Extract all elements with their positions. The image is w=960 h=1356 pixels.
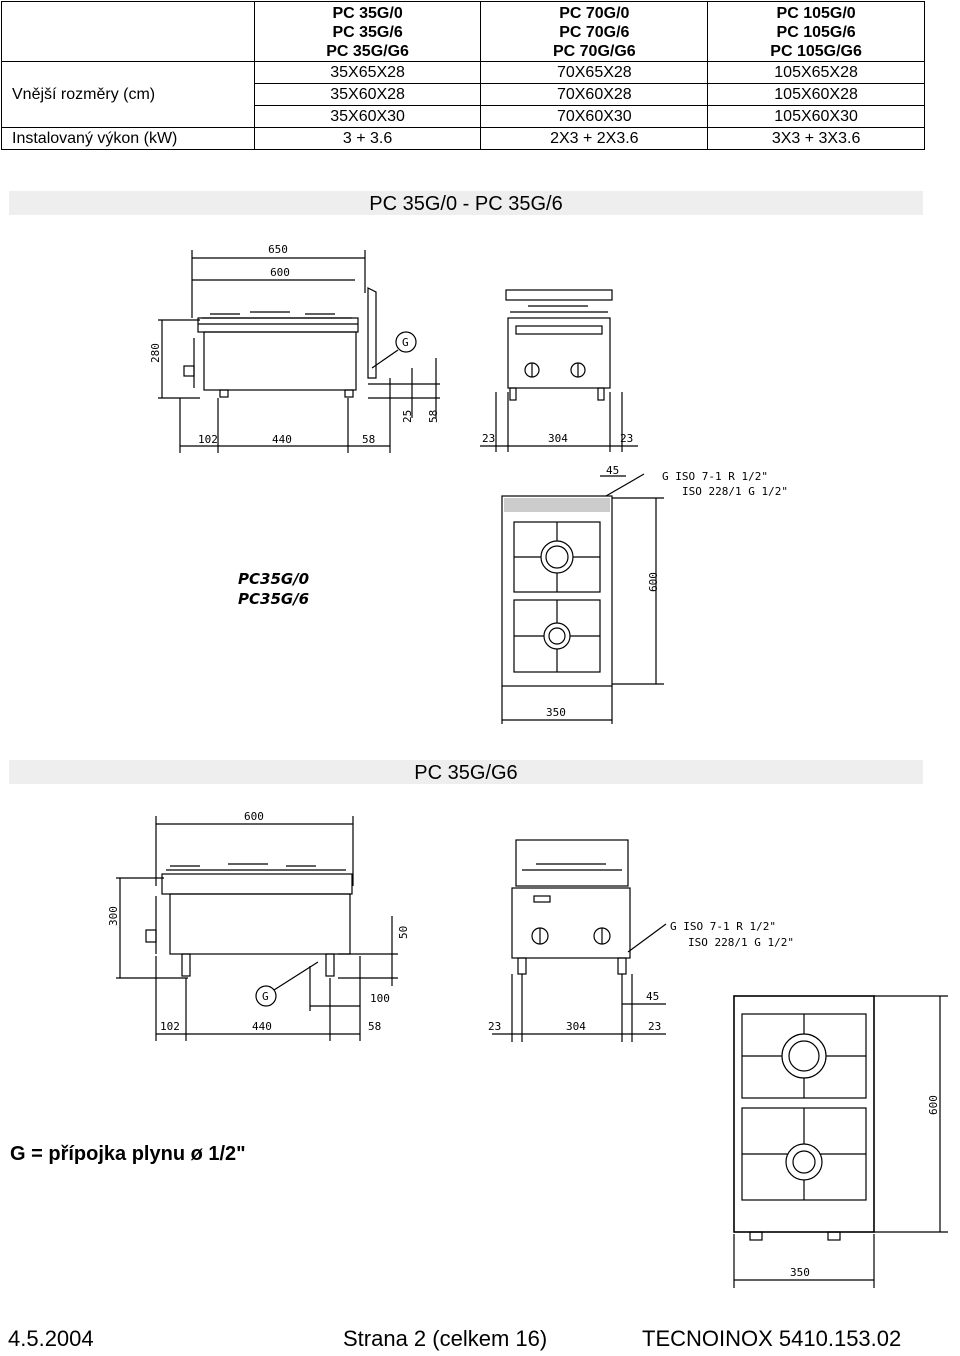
dim-600: 600 [270, 266, 290, 279]
table-header-row [2, 2, 925, 62]
dimensions-label: Vnější rozměry (cm) [2, 62, 255, 128]
front-view-drawing-1 [470, 282, 650, 457]
dim-350: 350 [790, 1266, 810, 1279]
model-name: PC 105G/6 [776, 24, 856, 41]
dim-304: 304 [548, 432, 568, 445]
model-name: PC 70G/6 [559, 24, 630, 41]
section-title-2: PC 35G/G6 [9, 760, 923, 784]
model-name: PC 105G/G6 [770, 43, 862, 60]
dim-280: 280 [149, 343, 162, 363]
dim-23-left: 23 [482, 432, 496, 445]
dim-440: 440 [272, 433, 292, 446]
table-cell: 3X3 + 3X3.6 [708, 128, 925, 150]
spec-table [1, 1, 925, 150]
dim-23-right: 23 [620, 432, 634, 445]
dim-100: 100 [370, 992, 390, 1005]
top-view-drawing-2 [728, 990, 953, 1290]
table-cell: 35X65X28 [254, 62, 481, 84]
table-header-cell [708, 2, 925, 62]
dim-58: 58 [362, 433, 376, 446]
power-label: Instalovaný výkon (kW) [2, 128, 255, 150]
dim-58-vertical: 58 [427, 409, 440, 423]
model-name: PC 105G/0 [776, 5, 856, 22]
dim-600: 600 [244, 810, 264, 823]
footer-date: 4.5.2004 [8, 1326, 94, 1351]
table-corner-cell [2, 2, 255, 62]
side-view-drawing-1 [140, 238, 460, 458]
footer-page: Strana 2 (celkem 16) [343, 1326, 548, 1351]
table-cell: 105X60X28 [708, 84, 925, 106]
model-name: PC 35G/G6 [326, 43, 409, 60]
dim-300: 300 [107, 906, 120, 926]
model-label-pc35g0: PC35G/0 [238, 570, 310, 588]
table-cell: 70X60X30 [481, 106, 708, 128]
dim-600: 600 [647, 572, 660, 592]
table-cell: 105X60X30 [708, 106, 925, 128]
dim-600: 600 [927, 1095, 940, 1115]
dim-45: 45 [606, 464, 620, 477]
gas-connection-legend: G = přípojka plynu ø 1/2" [10, 1143, 246, 1165]
dim-650: 650 [268, 243, 288, 256]
dim-304: 304 [566, 1020, 586, 1033]
side-view-drawing-2 [98, 806, 418, 1046]
dim-23-left: 23 [488, 1020, 502, 1033]
gas-spec-1: G ISO 7-1 R 1/2" [670, 920, 776, 933]
footer-doc-number: TECNOINOX 5410.153.02 [642, 1326, 902, 1351]
table-header-cell [481, 2, 708, 62]
dim-440: 440 [252, 1020, 272, 1033]
gas-spec-2: ISO 228/1 G 1/2" [682, 485, 788, 498]
dim-25: 25 [401, 409, 414, 423]
model-name: PC 70G/G6 [552, 43, 636, 60]
dim-58: 58 [368, 1020, 382, 1033]
table-cell: 3 + 3.6 [254, 128, 481, 150]
dim-50: 50 [397, 925, 410, 939]
table-cell: 35X60X28 [254, 84, 481, 106]
top-view-drawing-1 [494, 462, 794, 726]
gas-spec-2: ISO 228/1 G 1/2" [688, 936, 794, 949]
section-title-1: PC 35G/0 - PC 35G/6 [9, 191, 923, 215]
table-cell: 35X60X30 [254, 106, 481, 128]
table-row [2, 128, 925, 150]
model-name: PC 35G/6 [332, 24, 403, 41]
gas-label: G [262, 990, 269, 1003]
model-labels-1 [238, 568, 358, 612]
table-cell: 105X65X28 [708, 62, 925, 84]
dim-23-right: 23 [648, 1020, 662, 1033]
dim-102: 102 [198, 433, 218, 446]
table-row [2, 62, 925, 84]
dim-102: 102 [160, 1020, 180, 1033]
model-name: PC 70G/0 [559, 5, 630, 22]
dim-45: 45 [646, 990, 660, 1003]
table-cell: 70X60X28 [481, 84, 708, 106]
table-cell: 2X3 + 2X3.6 [481, 128, 708, 150]
gas-spec-1: G ISO 7-1 R 1/2" [662, 470, 768, 483]
model-name: PC 35G/0 [332, 5, 403, 22]
table-cell: 70X65X28 [481, 62, 708, 84]
model-label-pc35g6: PC35G/6 [238, 590, 310, 608]
table-header-cell [254, 2, 481, 62]
gas-label: G [402, 336, 409, 349]
dim-350: 350 [546, 706, 566, 719]
